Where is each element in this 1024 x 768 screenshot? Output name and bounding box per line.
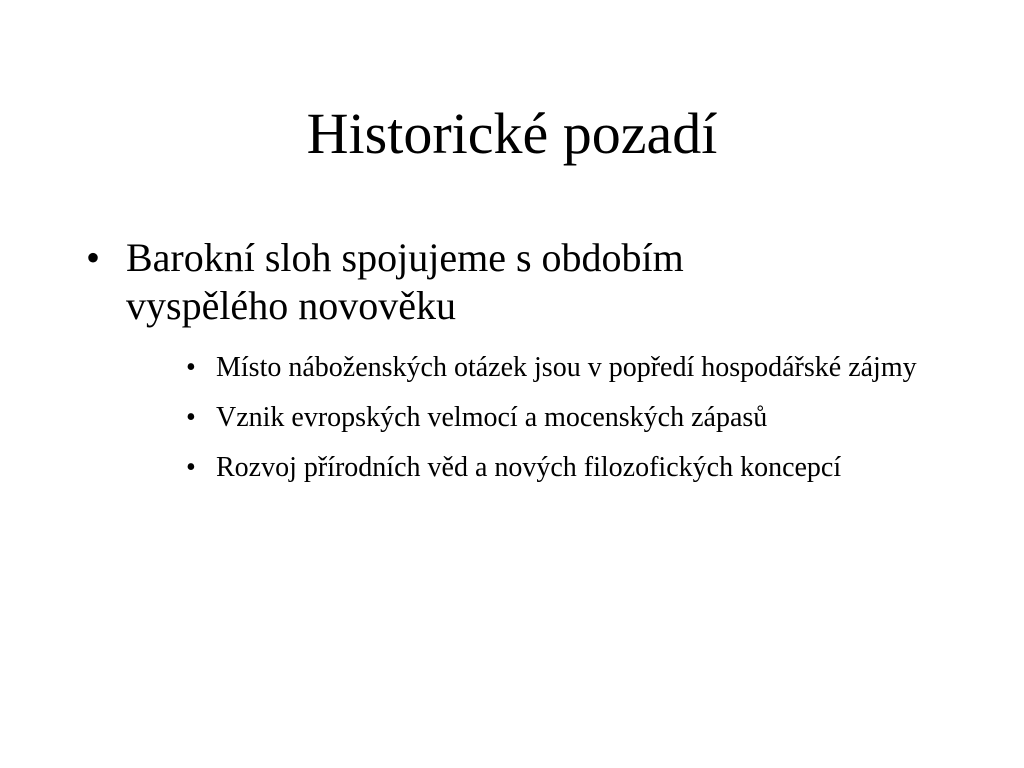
sub-bullet-list [186, 350, 926, 500]
sub-bullet-item [186, 450, 926, 486]
main-bullet-text: Barokní sloh spojujeme s obdobím vyspělého novověku [126, 235, 684, 328]
sub-bullet-item [186, 350, 926, 386]
sub-bullet-text: Místo náboženských otázek jsou v popředí hospodářské zájmy [216, 352, 917, 383]
bullet-icon: • [186, 402, 196, 433]
main-bullet-item [86, 234, 846, 330]
sub-bullet-item [186, 400, 926, 436]
bullet-icon: • [186, 452, 196, 483]
bullet-icon: • [86, 235, 101, 280]
main-bullet-list [86, 234, 846, 330]
sub-bullet-text: Rozvoj přírodních věd a nových filozofických koncepcí [216, 452, 842, 483]
bullet-icon: • [186, 352, 196, 383]
slide-title: Historické pozadí [306, 101, 718, 166]
sub-bullet-text: Vznik evropských velmocí a mocenských zápasů [216, 402, 768, 433]
